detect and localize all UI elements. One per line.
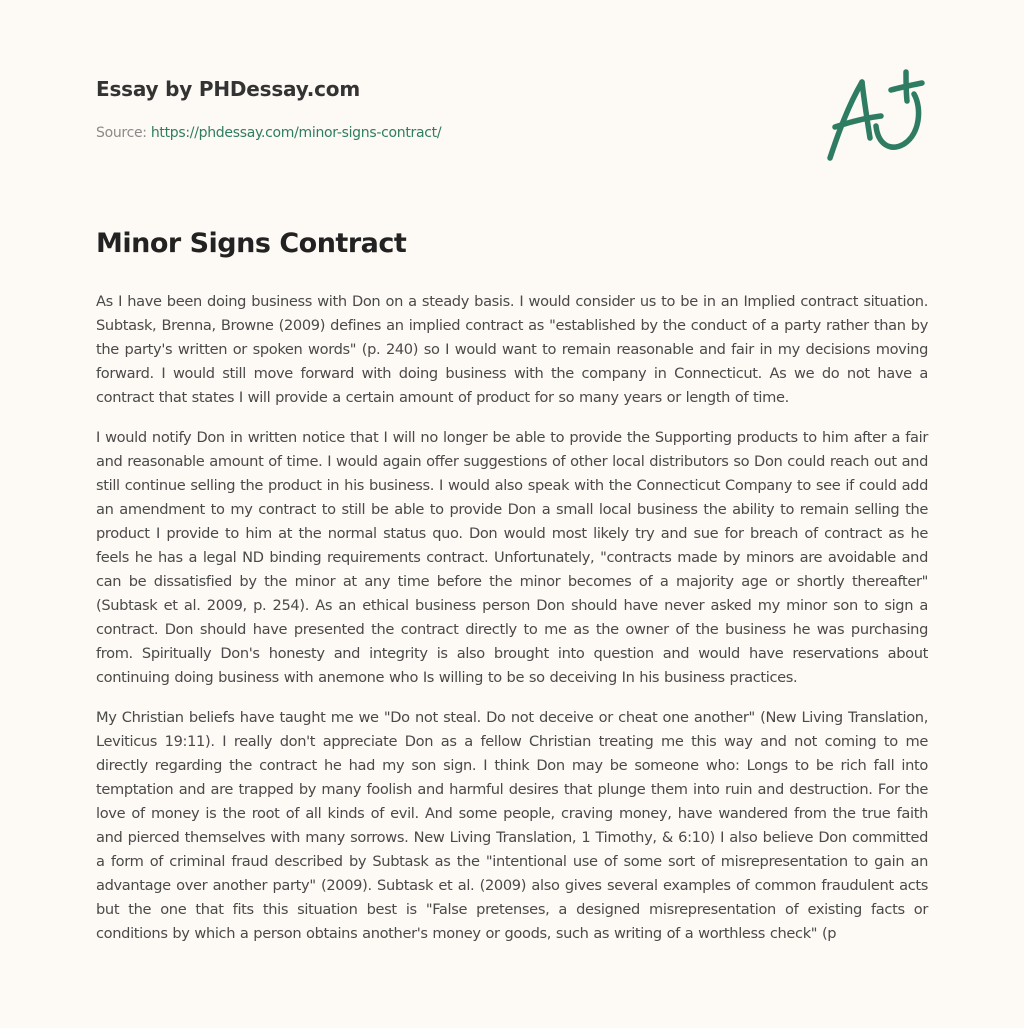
essay-paragraph: I would notify Don in written notice that I will no longer be able to provide the Supporting products to him after a fair and reasonable amount of time. I would again offer suggestions of other local distributors so Don could reach out and still continue selling the product in his business. I would also speak with the Connecticut Company to see if could add an amendment to my contract to still be able to provide Don a small local business the ability to remain selling the product I provide to him at the normal status quo. Don would most likely try and sue for breach of contract as he feels he has a legal ND binding requirements contract. Unfortunately, "contracts made by minors are avoidable and can be dissatisfied by the minor at any time before the minor becomes of a majority age or shortly thereafter" (Subtask et al. 2009, p. 254). As an ethical business person Don should have never asked my minor son to sign a contract. Don should have presented the contract directly to me as the owner of the business he was purchasing from. Spiritually Don's honesty and integrity is also brought into question and would have reservations about continuing doing business with anemone who Is willing to be so deceiving In his business practices. — [96, 429, 928, 686]
site-header — [96, 74, 796, 143]
source-label: Source: — [96, 125, 147, 141]
a-plus-grade-icon — [818, 64, 934, 168]
essay-title: Minor Signs Contract — [96, 228, 407, 259]
site-title: Essay by PHDessay.com — [96, 77, 360, 101]
source-link[interactable]: https://phdessay.com/minor-signs-contract/ — [150, 125, 442, 141]
source-line — [96, 123, 796, 143]
essay-paragraph: My Christian beliefs have taught me we "Do not steal. Do not deceive or cheat one another" (New Living Translation, Leviticus 19:11). I really don't appreciate Don as a fellow Christian treating me this way and not coming to me directly regarding the contract he had my son sign. I think Don may be someone who: Longs to be rich fall into temptation and are trapped by many foolish and harmful desires that plunge them into ruin and destruction. For the love of money is the root of all kinds of evil. And some people, craving money, have wandered from the true faith and pierced themselves with many sorrows. New Living Translation, 1 Timothy, & 6:10) I also believe Don committed a form of criminal fraud described by Subtask as the "intentional use of some sort of misrepresentation to gain an advantage over another party" (2009). Subtask et al. (2009) also gives several examples of common fraudulent acts but the one that fits this situation best is "False pretenses, a designed misrepresentation of existing facts or conditions by which a person obtains another's money or goods, such as writing of a worthless check" (p — [96, 709, 928, 942]
essay-article — [96, 222, 928, 962]
essay-paragraph: As I have been doing business with Don on a steady basis. I would consider us to be in an Implied contract situation. Subtask, Brenna, Browne (2009) defines an implied contract as "established by the conduct of a party rather than by the party's written or spoken words" (p. 240) so I would want to remain reasonable and fair in my decisions moving forward. I would still move forward with doing business with the company in Connecticut. As we do not have a contract that states I will provide a certain amount of product for so many years or length of time. — [96, 293, 928, 406]
